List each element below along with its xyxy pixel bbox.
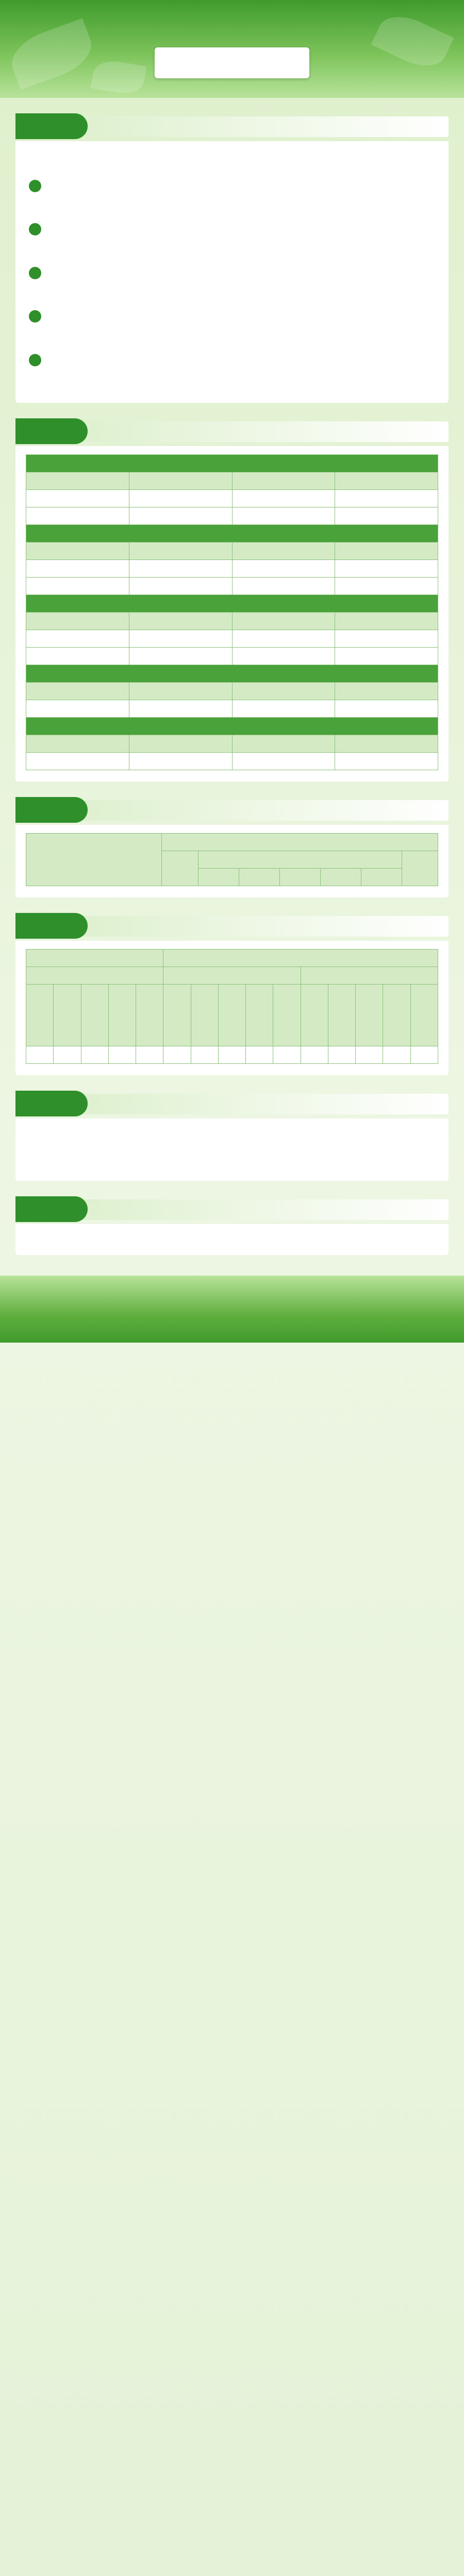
table-cell <box>26 507 129 524</box>
header-col <box>279 868 320 886</box>
table-cell <box>335 489 438 507</box>
footer-org <box>0 1291 464 1310</box>
header-col <box>383 984 410 1046</box>
table-header-cell <box>26 612 129 630</box>
table-cell <box>335 647 438 665</box>
header-col <box>108 984 136 1046</box>
subsection-heading <box>29 309 435 324</box>
table-header-cell <box>335 542 438 560</box>
table-cell <box>136 1046 163 1063</box>
table-cell <box>383 1046 410 1063</box>
applications-table <box>26 833 438 886</box>
applications-table-wrap <box>15 825 449 897</box>
table-header-cell <box>129 472 232 489</box>
table-cell <box>232 700 335 717</box>
table-row <box>26 507 438 524</box>
table-cell <box>335 630 438 647</box>
table-cell <box>335 507 438 524</box>
report-subtitle <box>155 47 309 78</box>
table-cell <box>328 1046 355 1063</box>
header-after-review <box>301 967 438 984</box>
table-cell <box>26 700 129 717</box>
table-cell <box>81 1046 108 1063</box>
overview-content <box>15 141 449 403</box>
table-header-cell <box>232 682 335 700</box>
header-applicants <box>162 833 438 851</box>
table-cell <box>108 1046 136 1063</box>
table-band-title <box>26 454 438 472</box>
table-cell <box>232 577 335 595</box>
number-badge <box>29 223 41 235</box>
header-col <box>320 868 361 886</box>
improvements-text <box>29 1149 435 1165</box>
proactive-disclosure-table <box>26 454 438 770</box>
section-title-overview <box>15 111 449 141</box>
table-header-cell <box>129 612 232 630</box>
header-col <box>54 984 81 1046</box>
header-legal-person <box>198 851 402 868</box>
section-title-applications <box>15 795 449 825</box>
table-cell <box>191 1046 218 1063</box>
table-band-title <box>26 595 438 612</box>
header-col <box>218 984 245 1046</box>
table-cell <box>232 507 335 524</box>
header-col <box>198 868 239 886</box>
table-band-title <box>26 524 438 542</box>
subsection-text <box>29 241 435 257</box>
table-cell <box>410 1046 438 1063</box>
table-header-cell <box>232 472 335 489</box>
table-row <box>26 647 438 665</box>
table-cell <box>246 1046 273 1063</box>
section-title-problems <box>15 1089 449 1118</box>
table-cell <box>232 630 335 647</box>
section-title-proactive <box>15 416 449 446</box>
table-band-title <box>26 665 438 682</box>
table-cell <box>163 1046 191 1063</box>
subsection-text <box>29 328 435 344</box>
header-col <box>410 984 438 1046</box>
table-cell <box>232 647 335 665</box>
table-band-title <box>26 717 438 735</box>
table-cell <box>129 560 232 577</box>
problems-text <box>29 1131 435 1147</box>
header-col <box>191 984 218 1046</box>
header-col <box>239 868 279 886</box>
subsection-text <box>29 371 435 387</box>
number-badge <box>29 310 41 323</box>
table-cell <box>232 489 335 507</box>
table-cell <box>26 647 129 665</box>
number-badge <box>29 267 41 279</box>
table-header-cell <box>335 735 438 752</box>
table-cell <box>26 489 129 507</box>
subsection-heading <box>29 179 435 193</box>
header-natural-person <box>162 851 198 886</box>
subsection-heading <box>29 266 435 280</box>
header-total <box>402 851 438 886</box>
table-cell <box>26 560 129 577</box>
table-cell <box>26 577 129 595</box>
proactive-tables <box>15 446 449 782</box>
table-cell <box>129 507 232 524</box>
table-header-cell <box>26 472 129 489</box>
table-row <box>26 489 438 507</box>
table-cell <box>129 752 232 770</box>
header-col <box>301 984 328 1046</box>
table-row <box>26 560 438 577</box>
table-header-cell <box>26 682 129 700</box>
number-badge <box>29 180 41 192</box>
table-header-cell <box>335 682 438 700</box>
header-col <box>163 984 191 1046</box>
header-col <box>136 984 163 1046</box>
header-col <box>246 984 273 1046</box>
corner-header <box>26 833 162 886</box>
table-header-cell <box>129 735 232 752</box>
header-no-review <box>163 967 301 984</box>
review-table-wrap <box>15 941 449 1075</box>
table-cell <box>129 630 232 647</box>
table-cell <box>335 577 438 595</box>
table-header-cell <box>129 682 232 700</box>
subsection-text <box>29 284 435 300</box>
header-admin-review <box>26 949 163 967</box>
overview-intro <box>29 154 435 170</box>
table-cell <box>129 700 232 717</box>
table-cell <box>335 560 438 577</box>
table-cell <box>129 489 232 507</box>
header-col <box>356 984 383 1046</box>
table-cell <box>218 1046 245 1063</box>
subsection-text <box>29 197 435 213</box>
table-cell <box>273 1046 301 1063</box>
table-header-cell <box>26 735 129 752</box>
table-header-cell <box>232 542 335 560</box>
section-title-review <box>15 911 449 941</box>
table-row <box>26 577 438 595</box>
header-col <box>81 984 108 1046</box>
header-col <box>328 984 355 1046</box>
number-badge <box>29 354 41 366</box>
other-matters-text <box>15 1224 449 1255</box>
table-cell <box>54 1046 81 1063</box>
table-header-cell <box>335 472 438 489</box>
problems-content <box>15 1118 449 1181</box>
table-cell <box>26 752 129 770</box>
header-col <box>26 984 54 1046</box>
table-cell <box>129 647 232 665</box>
review-litigation-table <box>26 949 438 1064</box>
subsection-heading <box>29 222 435 236</box>
header-col <box>273 984 301 1046</box>
table-header-cell <box>335 612 438 630</box>
footer-banner <box>0 1276 464 1343</box>
table-cell <box>26 1046 54 1063</box>
header-col <box>361 868 402 886</box>
table-cell <box>129 577 232 595</box>
table-row <box>26 752 438 770</box>
table-header-cell <box>232 612 335 630</box>
table-cell <box>232 560 335 577</box>
table-header-cell <box>26 542 129 560</box>
header-litigation <box>163 949 438 967</box>
table-cell <box>335 700 438 717</box>
table-header-cell <box>129 542 232 560</box>
footer-date <box>0 1312 464 1327</box>
table-cell <box>335 752 438 770</box>
subsection-heading <box>29 353 435 367</box>
table-cell <box>232 752 335 770</box>
table-cell <box>356 1046 383 1063</box>
header-banner <box>0 0 464 98</box>
table-cell <box>301 1046 328 1063</box>
table-row <box>26 630 438 647</box>
section-title-other <box>15 1194 449 1224</box>
table-header-cell <box>232 735 335 752</box>
table-cell <box>26 630 129 647</box>
table-row <box>26 700 438 717</box>
